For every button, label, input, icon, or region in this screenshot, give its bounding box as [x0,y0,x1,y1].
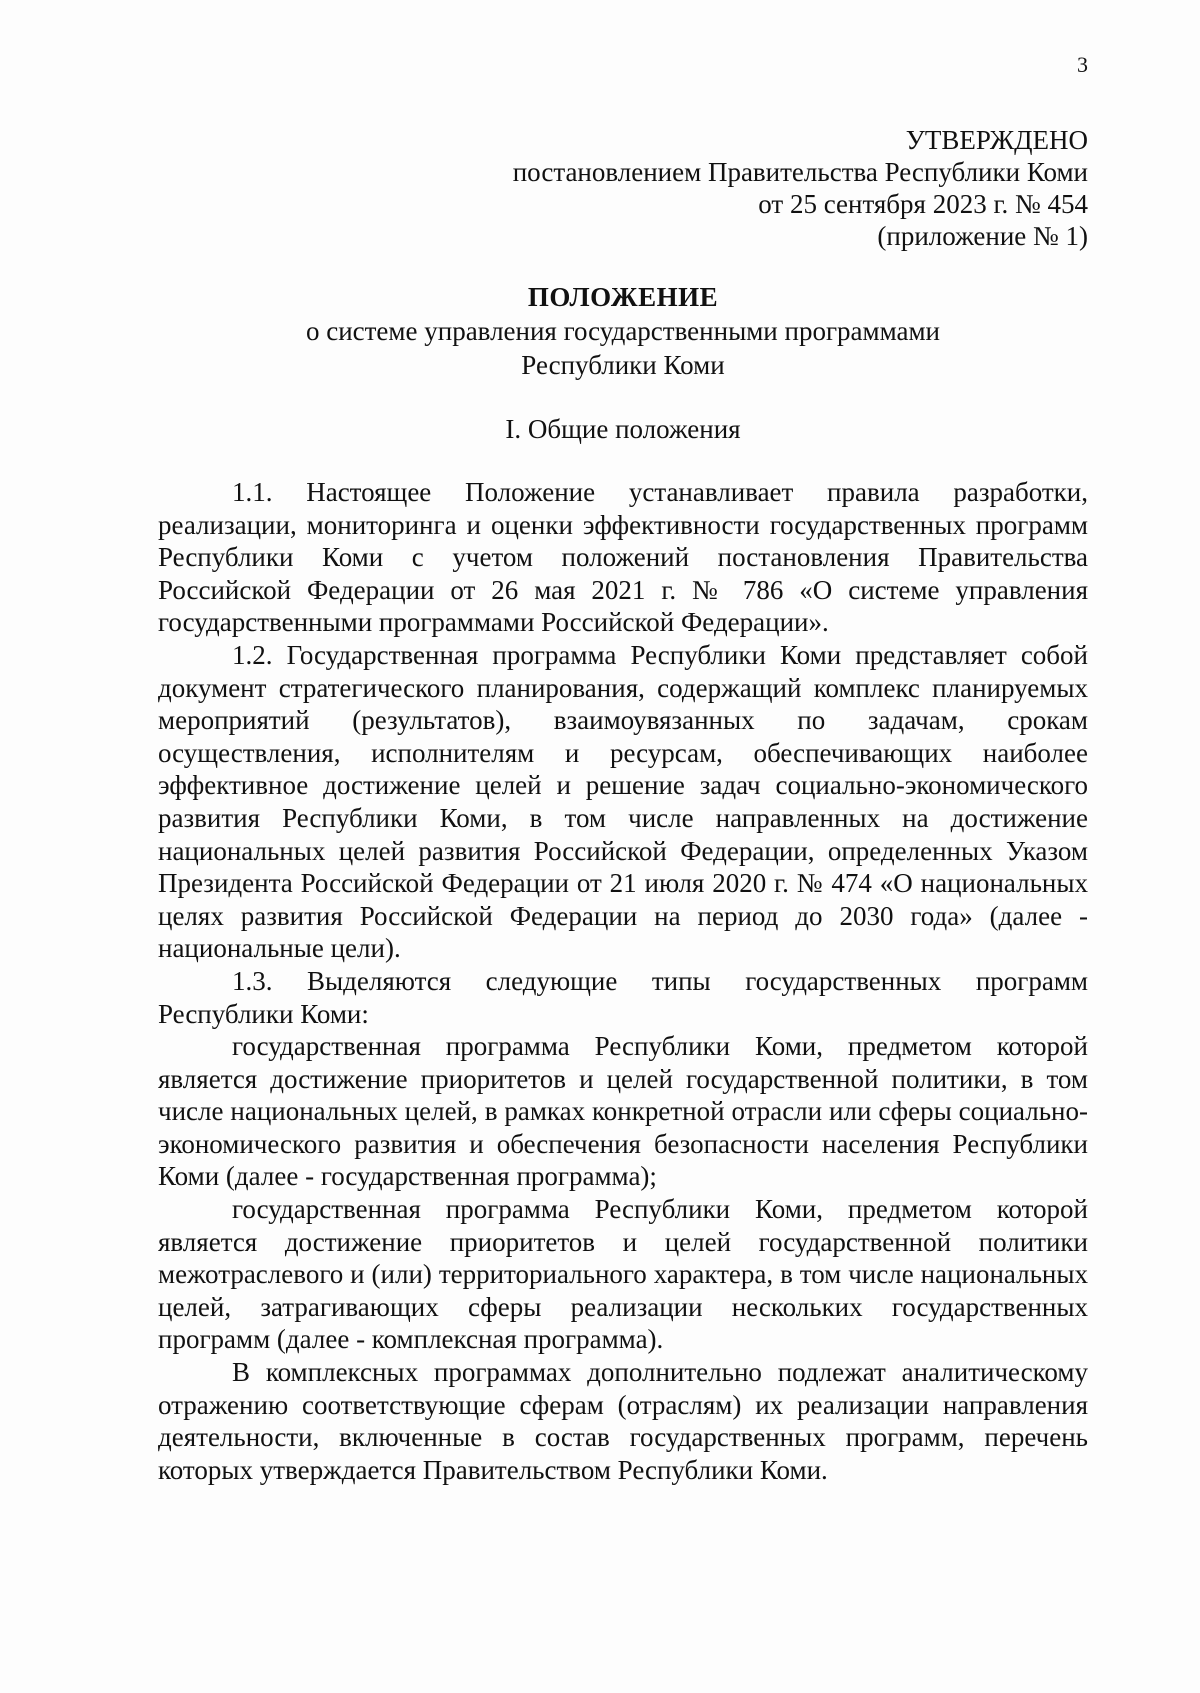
document-subtitle-line1: о системе управления государственными программами [305,316,941,346]
paragraph-1-1: 1.1. Настоящее Положение устанавливает правила разработки, реализации, мониторинга и оценки эффективности государственных программ Республики Коми с учетом положений постановления Правительства Российской Федерации от 26 мая 2021 г. № 786 «О системе управления государственными программами Российской Федерации». [158,477,1088,638]
approval-appendix: (приложение № 1) [877,221,1088,251]
document-body [158,476,1088,1486]
approval-authority: постановлением Правительства Республики Коми [512,157,1088,187]
document-title-block [158,280,1088,382]
paragraph-complex-program: государственная программа Республики Коми, предметом которой является достижение приоритетов и целей государственной политики межотраслевого и (или) территориального характера, в том числе национальных целей, затрагивающих сферы реализации нескольких государственных программ (далее - комплексная программа). [158,1194,1088,1355]
section-title: I. Общие положения [505,414,741,444]
approval-date: от 25 сентября 2023 г. № 454 [758,189,1088,219]
paragraph-state-program: государственная программа Республики Коми, предметом которой является достижение приоритетов и целей государственной политики, в том числе национальных целей, в рамках конкретной отрасли или сферы социально-экономического развития и обеспечения безопасности населения Республики Коми (далее - государственная программа); [158,1031,1088,1192]
paragraph-1-3: 1.3. Выделяются следующие типы государственных программ Республики Коми: [158,965,1088,1029]
document-title: ПОЛОЖЕНИЕ [527,282,719,312]
page-number: 3 [1077,52,1088,77]
paragraph-complex-analytics: В комплексных программах дополнительно подлежат аналитическому отражению соответствующие сферам (отраслям) их реализации направления деятельности, включенные в состав государственных программ, перечень которых утверждается Правительством Республики Коми. [158,1357,1088,1485]
document-subtitle-line2: Республики Коми [521,350,725,380]
approval-heading: УТВЕРЖДЕНО [905,125,1088,155]
approval-stamp [368,124,1088,252]
paragraph-1-2: 1.2. Государственная программа Республики Коми представляет собой документ стратегического планирования, содержащий комплекс планируемых мероприятий (результатов), взаимоувязанных по задачам, срокам осуществления, исполнителям и ресурсам, обеспечивающих наиболее эффективное достижение целей и решение задач социально-экономического развития Республики Коми, в том числе направленных на достижение национальных целей развития Российской Федерации, определенных Указом Президента Российской Федерации от 21 июля 2020 г. № 474 «О национальных целях развития Российской Федерации на период до 2030 года» (далее - национальные цели). [158,639,1088,964]
